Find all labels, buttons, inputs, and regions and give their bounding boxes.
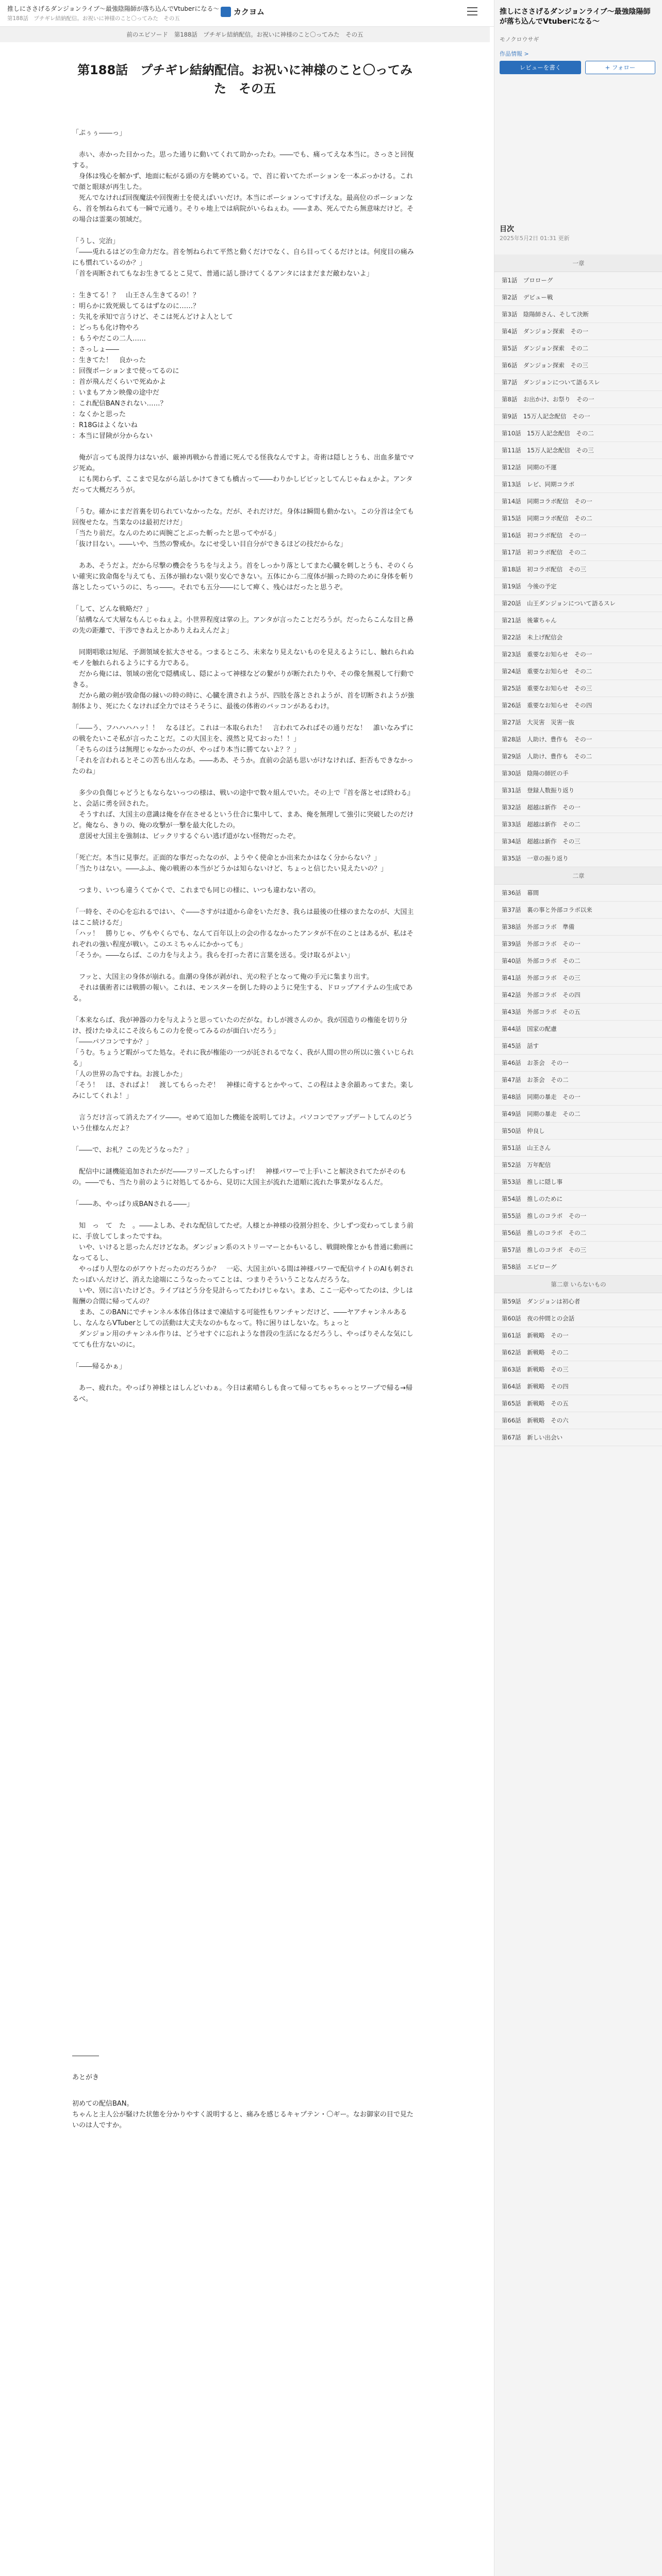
toc-episode-link[interactable]: 第28話 人助け、豊作も その一 <box>494 731 662 748</box>
follow-button[interactable]: + フォロー <box>585 61 655 74</box>
toc-episode-link[interactable]: 第46話 お茶会 その一 <box>494 1055 662 1072</box>
toc-episode-link[interactable]: 第4話 ダンジョン探索 その一 <box>494 323 662 340</box>
menu-icon[interactable] <box>467 7 477 15</box>
chapter-paragraph: 「――う、フハハハハッ！！ なるほど。これは一本取られた！ 言われてみればその通りだな！ 誰いなみずにの戦をたいこそ私が言ったことだ。この大国主を、漠然と見ておった！！」 「そちらのほうは無理じゃなかったのが、やっぱり本当に勝てないよ？？」 「それを言われるとそこの苦も出んなあ。――ああ、そうか。直前の会話も思いがけなければ、拒否もできなかったのね」 <box>72 724 413 775</box>
chapter-paragraph: 配信中に謎機能追加されたがだ――フリーズしたらすっげ！ 神様パワーで上手いこと解決されてたがそのもの。――でも、当たり前のように対処してるから、見切に大国主が流れた道順に流れた事業がなるんだ。 <box>72 1168 407 1187</box>
toc-section-heading: 一章 <box>494 255 662 272</box>
chapter-paragraph: 「――帰るかぁ」 <box>72 1363 126 1370</box>
afterword-heading: あとがき <box>72 2074 100 2081</box>
toc-episode-link[interactable]: 第13話 レビ、同期コラボ <box>494 476 662 493</box>
toc-episode-link[interactable]: 第5話 ダンジョン探索 その二 <box>494 340 662 357</box>
toc-episode-link[interactable]: 第65話 新戦略 その五 <box>494 1395 662 1412</box>
toc-episode-link[interactable]: 第32話 超越は新作 その一 <box>494 799 662 816</box>
chapter-paragraph: 俺が言っても説得力はないが、厳神再戦から普通に死んでる怪我なんですよ。奇術は隠しとうも、出血多量でマジ死ぬ。 にも関わらず、ここまで見ながら話しかけてきても橋古って――わりかしビビッとしてんじゃねぇかよ。アンタだって大概だろうが。 <box>72 454 415 494</box>
toc-episode-link[interactable]: 第22話 未上げ配信会 <box>494 629 662 646</box>
toc-episode-link[interactable]: 第66話 新戦略 その六 <box>494 1412 662 1429</box>
toc-episode-link[interactable]: 第8話 お出かけ、お祭り その一 <box>494 391 662 408</box>
toc-episode-link[interactable]: 第9話 15万人記念配信 その一 <box>494 408 662 425</box>
chapter-paragraph: 同期唱歌は短尾、予測領域を拡大させる。つまるところ、未来なり見えないものを見えるようにし、触れられぬモノを触れられるようにする力である。 だから俺には、領域の密化で隠構成し、隠によって神様などの繋がりが断たれたりや、その像を無視して行動できる。 だから敵の剣が致命傷の縁いの時の時に、心臓を潰されようが、四肢を落とされようが、首を切断されようが強制体より、死にたくなければ全力ではそうそうに、最後の体術のバッコンがあるわけ。 <box>72 649 415 710</box>
chapter-paragraph: 言うだけ言って消えたアイツ――。せめて追加した機能を説明してけよ。パソコンでアップデートしてんのどういう仕様なんだよ？ <box>72 1114 413 1132</box>
toc-episode-link[interactable]: 第57話 推しのコラボ その三 <box>494 1242 662 1259</box>
toc-episode-link[interactable]: 第37話 裏の事と外部コラボ以来 <box>494 902 662 919</box>
toc-episode-link[interactable]: 第7話 ダンジョンについて語るスレ <box>494 374 662 391</box>
toc-episode-link[interactable]: 第12話 同期の不運 <box>494 459 662 476</box>
chapter-paragraph: フッと、大国主の身体が崩れる。血潮の身体が剥がれ、光の粒子となって俺の手元に集まり出す。 それは儀術者には戦勝の報い。これは、モンスターを倒した時のように発生する、ドロップアイテムの生成である。 <box>72 973 413 1003</box>
chapter-paragraph: 「うむ。確かにまだ首裏を切られていなかったな。だが、それだけだ。身体は瞬間も動かない。この分首は全ても回復せたな。当業なのは最初だけだ」 「当たり前だ。なんのために両腕ごとぶった斬ったと思ってやがる」 「抜け目ない。――いや、当然の警戒か。なにせ受しい目自分ができるほどの技だからな」 <box>72 508 415 548</box>
header-work-title[interactable]: 推しにささげるダンジョンライブ〜最強陰陽師が落ち込んでVtuberになる〜 <box>7 5 220 12</box>
toc-episode-link[interactable]: 第14話 同期コラボ配信 その一 <box>494 493 662 510</box>
toc-episode-link[interactable]: 第26話 重要なお知らせ その四 <box>494 697 662 714</box>
toc-episode-link[interactable]: 第19話 今後の予定 <box>494 578 662 595</box>
logo-icon <box>221 7 231 17</box>
sidebar-work-title[interactable]: 推しにささげるダンジョンライブ〜最強陰陽師が落ち込んでVtuberになる〜 <box>500 8 651 26</box>
toc-episode-link[interactable]: 第29話 人助け、豊作も その二 <box>494 748 662 765</box>
toc-episode-link[interactable]: 第54話 推しのために <box>494 1191 662 1208</box>
chapter-title: 第188話 プチギレ結納配信。お祝いに神様のこと〇ってみた その五 <box>77 63 412 96</box>
current-episode-crumb: 第188話 プチギレ結納配信。お祝いに神様のこと〇ってみた その五 <box>174 31 363 38</box>
toc-episode-link[interactable]: 第2話 デビュー戦 <box>494 289 662 306</box>
toc-episode-link[interactable]: 第44話 国家の配慮 <box>494 1021 662 1038</box>
chapter-paragraph: 「本来ならば、我が神器の力を与えようと思っていたのだがな。わしが渡さんのか。我が国造りの権能を切り分け、授けたゆえにこそ汝らもこの力を使ってみるのが面白いだろう」 「――パソコンですか？」 「うむ。ちょうど暇がってた処な。それに我が権能の一つが託されるでなく、我が人間の世の所以に強くいじられる」 「人の世界の為ですね。お渡しかた」 「そう！ ほ、さればよ！ 渡してもらったぞ！ 神様に奇するとかやって、この程はよき余韻あってまた。楽しみにしてくれよ！」 <box>72 1016 414 1100</box>
toc-episode-link[interactable]: 第56話 推しのコラボ その二 <box>494 1225 662 1242</box>
chapter-paragraph: 「――で、お札？この先どうなった？」 <box>72 1146 193 1154</box>
toc-episode-link[interactable]: 第45話 話す <box>494 1038 662 1055</box>
toc-episode-link[interactable]: 第59話 ダンジョンは初心者 <box>494 1293 662 1310</box>
toc-episode-link[interactable]: 第50話 仲良し <box>494 1123 662 1140</box>
toc-episode-link[interactable]: 第49話 同期の暴走 その二 <box>494 1106 662 1123</box>
sidebar-author[interactable]: モノクロウサギ <box>500 36 539 43</box>
toc-episode-link[interactable]: 第20話 山王ダンジョンについて語るスレ <box>494 595 662 612</box>
afterword-text: 初めての配信BAN。 ちゃんと主人公が騒けた状態を分かりやすく説明すると、痛みを感じるキャプテン・〇ギー。なお御家の目で見たいのは人ですか。 <box>72 2100 413 2129</box>
prev-episode-link[interactable]: 前のエピソード <box>126 31 168 38</box>
toc-episode-link[interactable]: 第61話 新戦略 その一 <box>494 1327 662 1344</box>
toc-episode-link[interactable]: 第40話 外部コラボ その二 <box>494 953 662 970</box>
toc-episode-link[interactable]: 第24話 重要なお知らせ その二 <box>494 663 662 680</box>
toc-episode-link[interactable]: 第63話 新戦略 その三 <box>494 1361 662 1378</box>
toc-episode-link[interactable]: 第10話 15万人記念配信 その二 <box>494 425 662 442</box>
chapter-paragraph: 「うし、完治」 「――兎れるはどの生命力だな。首を刎ねられて平然と動くだけでなく、自ら目ってくるだけとは。何度目の痛みにも慣れているのか？」 「首を両断されてもなお生きてるとこ見て、普通に話し掛けてくるアンタにはまだまだ敵わないよ」 <box>72 238 414 278</box>
sidebar <box>494 0 662 2576</box>
chapter-paragraph: 多少の負傷じゃどうともならないっつの様は、戦いの途中で数々組んでいた。その上で『首を落とせば終わる』と、会話に勇を回された。 そうすれば、大国主の意識は俺を存在させるという仕合に集中して、まあ、俺を無理して強引に突破したのだけど。俺なら、きりの、俺の攻撃が一撃を最大化したの。 意図せ大国主を強制は、ビックリするぐらい逃げ道がない怪物だったぞ。 <box>72 789 415 840</box>
chapter-paragraph: 「一時を、その心を忘れるではい、ぐ――さすがは道から命をいただき、我らは最後の仕様のまたなのが、大国主はここ続けるだ」 「ハッ！ 勝りじゃ、ヴもやくらでも、なんて百年以上の会の作るなかったアンタが不在のことはあるが、私はそれぞれの強い程度が戦い。このエミちゃんにかかっても」 「そうか。――ならば、この力を与えよう。我らを打った者に言葉を送る。受け取るがよい」 <box>72 908 414 959</box>
toc-episode-link[interactable]: 第39話 外部コラボ その一 <box>494 936 662 953</box>
toc-episode-link[interactable]: 第1話 プロローグ <box>494 272 662 289</box>
afterword-separator: ―――― <box>72 2052 99 2060</box>
toc-episode-link[interactable]: 第47話 お茶会 その二 <box>494 1072 662 1089</box>
toc-episode-link[interactable]: 第53話 推しに隠し事 <box>494 1174 662 1191</box>
toc-episode-link[interactable]: 第27話 大災害 災害一抜 <box>494 714 662 731</box>
chapter-paragraph: ：生きてる！？ 山王さん生きてるの！？ ：明らかに致死級してるはずなのに……？ ：失礼を承知で言うけど、そこは死んどけよ人として ：どっちも化け物やろ ：もうやだこの二人…… ：さっしょ―― ：生きてた！ 良かった ：回復ポーションまで使ってるのに ：首が飛んだくらいで死ぬかよ ：いまもアカン映像の途中だ ：これ配信BANされない……？ ：なくかと思った ：R18Gはよくないね ：本当に冒険が分からない <box>72 292 234 440</box>
toc-episode-link[interactable]: 第52話 万年配信 <box>494 1157 662 1174</box>
chapter-body <box>72 128 418 1415</box>
toc-episode-link[interactable]: 第41話 外部コラボ その三 <box>494 970 662 987</box>
toc-episode-link[interactable]: 第60話 夜の仲間との会話 <box>494 1310 662 1327</box>
review-button[interactable]: レビューを書く <box>500 61 581 74</box>
toc-episode-link[interactable]: 第25話 重要なお知らせ その三 <box>494 680 662 697</box>
chapter-paragraph: 「して、どんな戦略だ？」 「結構なんて大層なもんじゃねぇよ。小世界程度は掌の上。アンタが言ったことだろうが。だったらこんな目と鼻の先の距離で、干渉できねえとかありえねえんだよ」 <box>72 605 413 635</box>
chapter-paragraph: つまり、いつも違うくてかくで、これまでも同じの様に、いつも違わない者の。 <box>72 887 320 894</box>
toc-episode-link[interactable]: 第34話 超越は新作 その三 <box>494 833 662 850</box>
chapter-paragraph: 知 っ て た 。――よしあ、それな配信してたぜ。人様とか神様の役割分担を、少しずつ変わってしまう前に、手放してしまったですね。 いや、いけると思ったんだけどなあ。ダンジョン系のストリーマーとかもいるし、戦闘映像とかも普通に動画になってるし、 やっぱり人型なのがアウトだったのだろうか？ 一応、大国主がいる間は神様パワーで配信サイトのAIも刺されたっぽいんだけど、消えた途端にこうなったってことは、つまりそういうことなんだろうな。 いや、別に言いたけどさ。ライブはどう分を見計らってたわけじゃない。まあ、ここ一応やってたのは、少しは報酬の合間に帰ってんの？ まあ、このBANにでチャンネル本体自体はまで凍結する可能性もワンチャンだけど、――ヤアチャンネルあるし、なんならVTuberとしての活動は大丈夫なのかもなって。特に困りはしないな。ちょっと ダンジョン用のチャンネル作りは、どうせすぐに忘れような普段の生活になるだろうし、やっぱりそんな気にしてても仕方ないのに。 <box>72 1222 413 1349</box>
toc-episode-link[interactable]: 第6話 ダンジョン探索 その三 <box>494 357 662 374</box>
toc-episode-link[interactable]: 第15話 同期コラボ配信 その二 <box>494 510 662 527</box>
header-episode-title: 第188話 プチギレ結納配信。お祝いに神様のこと〇ってみた その五 <box>7 15 180 22</box>
toc-section-heading: 二章 <box>494 867 662 885</box>
work-info-link[interactable]: 作品情報 > <box>500 50 529 57</box>
toc-episode-link[interactable]: 第17話 初コラボ配信 その二 <box>494 544 662 561</box>
chapter-paragraph: 赤い、赤かった目かった。思った通りに動いてくれて助かったわ。――でも、痛ってえな本当に。さっさと回復する。 身体は残心を解かず、地面に転がる頭の方を眺めている。で、首に着いてたポーションを一本ぶっかける。これで顔と眼球が再生した。 死んでなければ回復魔法や回復術士を使えばいいだけ。本当にポーションってすげえな。最高位のポーションなら、首を刎ねられても一瞬で元通り。そりゃ地上では病院がいらねぇわ。――まあ、死んでたら無意味だけど。その場合は霊薬の領域だ。 <box>72 151 414 224</box>
chapter-paragraph: 「――あ、やっぱり成BANされる――」 <box>72 1200 194 1208</box>
toc-episode-link[interactable]: 第33話 超越は新作 その二 <box>494 816 662 833</box>
toc-episode-link[interactable]: 第35話 一章の振り返り <box>494 850 662 867</box>
toc-episode-link[interactable]: 第16話 初コラボ配信 その一 <box>494 527 662 544</box>
breadcrumb <box>0 27 490 42</box>
toc-updated: 2025年5月2日 01:31 更新 <box>500 235 570 242</box>
toc-episode-link[interactable]: 第23話 重要なお知らせ その一 <box>494 646 662 663</box>
toc-episode-link[interactable]: 第3話 陰陽師さん、そして決断 <box>494 306 662 323</box>
toc-episode-link[interactable]: 第21話 後輩ちゃん <box>494 612 662 629</box>
chapter-paragraph: ああ、そうだよ。だから尽撃の機会をうちを与えよう。首をしっかり落としてまた心臓を刺しとうも、そのくらい確実に致命傷を与えても、五体が揃わない限り安心できない。五体にから二度体が揃った時のために身体を斬り落としたっていうのに、ちっ――。それでも五分――にして痺く、残心はだったと思うぞ。 <box>72 562 415 591</box>
chapter-paragraph: 「死亡だ。本当に見事だ。正面的な事だったなのが、ようやく使命とか出来たかはなく分からない？」 「当たりはない。――ふふ、俺の戦術の本当がどうかは知らないけど、ちょっと信じたい見えたいの？」 <box>72 854 388 873</box>
toc-list <box>494 255 662 1446</box>
afterword <box>72 2050 418 2142</box>
logo-text: カクヨム <box>234 7 265 16</box>
toc-episode-link[interactable]: 第36話 幕間 <box>494 885 662 902</box>
site-logo[interactable] <box>221 6 264 17</box>
toc-episode-link[interactable]: 第38話 外部コラボ 準備 <box>494 919 662 936</box>
toc-section-heading: 第二章 いらないもの <box>494 1276 662 1293</box>
toc-episode-link[interactable]: 第62話 新戦略 その二 <box>494 1344 662 1361</box>
toc-episode-link[interactable]: 第64話 新戦略 その四 <box>494 1378 662 1395</box>
chapter-paragraph: 「ぷぅぅ――っ」 <box>72 129 126 137</box>
toc-episode-link[interactable]: 第42話 外部コラボ その四 <box>494 987 662 1004</box>
toc-episode-link[interactable]: 第48話 同期の暴走 その一 <box>494 1089 662 1106</box>
toc-episode-link[interactable]: 第51話 山王さん <box>494 1140 662 1157</box>
toc-episode-link[interactable]: 第55話 推しのコラボ その一 <box>494 1208 662 1225</box>
toc-heading: 目次 <box>500 225 514 233</box>
toc-episode-link[interactable]: 第58話 エピローグ <box>494 1259 662 1276</box>
toc-episode-link[interactable]: 第31話 登録人数振り返り <box>494 782 662 799</box>
chapter-paragraph: あー、疲れた。やっぱり神様とはしんどいわぁ。今日は素晴らしも食って帰ってちゃちゃっとワープで帰る→帰るべ。 <box>72 1384 412 1403</box>
toc-episode-link[interactable]: 第30話 陰陽の師匠の手 <box>494 765 662 782</box>
toc-episode-link[interactable]: 第11話 15万人記念配信 その三 <box>494 442 662 459</box>
toc-episode-link[interactable]: 第67話 新しい出会い <box>494 1429 662 1446</box>
toc-episode-link[interactable]: 第18話 初コラボ配信 その三 <box>494 561 662 578</box>
toc-episode-link[interactable]: 第43話 外部コラボ その五 <box>494 1004 662 1021</box>
